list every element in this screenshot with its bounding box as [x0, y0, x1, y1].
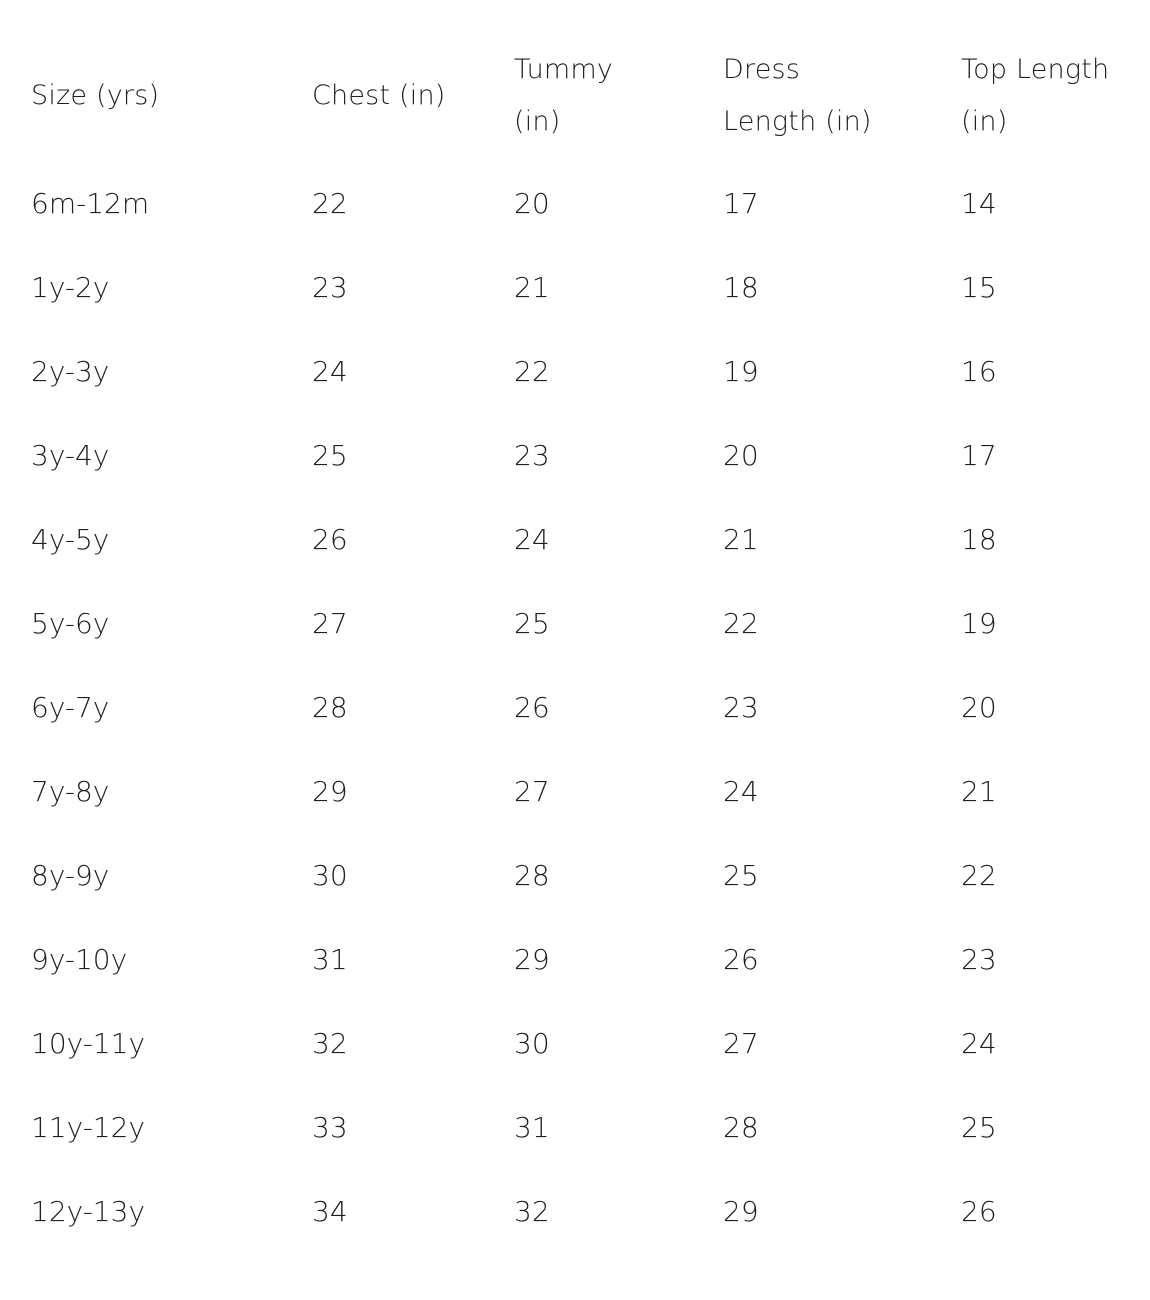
cell-tummy: 25: [514, 607, 550, 640]
cell-size: 9y-10y: [31, 943, 128, 976]
cell-top-length: 26: [961, 1195, 997, 1228]
cell-size: 11y-12y: [31, 1111, 146, 1144]
header-chest: Chest (in): [312, 80, 446, 111]
table-row: [0, 918, 1150, 1002]
table-row: [0, 834, 1150, 918]
cell-tummy: 26: [514, 691, 550, 724]
cell-top-length: 15: [961, 271, 997, 304]
table-row: [0, 750, 1150, 834]
cell-tummy: 24: [514, 523, 550, 556]
cell-top-length: 24: [961, 1027, 997, 1060]
cell-tummy: 27: [514, 775, 550, 808]
cell-chest: 31: [312, 943, 348, 976]
table-row: [0, 498, 1150, 582]
cell-top-length: 23: [961, 943, 997, 976]
cell-size: 2y-3y: [31, 355, 110, 388]
cell-size: 7y-8y: [31, 775, 110, 808]
cell-dress-length: 29: [723, 1195, 759, 1228]
cell-top-length: 19: [961, 607, 997, 640]
cell-top-length: 25: [961, 1111, 997, 1144]
cell-chest: 27: [312, 607, 348, 640]
cell-size: 1y-2y: [31, 271, 110, 304]
table-row: [0, 162, 1150, 246]
table-row: [0, 1086, 1150, 1170]
cell-top-length: 17: [961, 439, 997, 472]
header-size: Size (yrs): [31, 80, 160, 111]
cell-chest: 30: [312, 859, 348, 892]
cell-chest: 29: [312, 775, 348, 808]
cell-top-length: 16: [961, 355, 997, 388]
cell-dress-length: 17: [723, 187, 759, 220]
table-row: [0, 666, 1150, 750]
cell-chest: 33: [312, 1111, 348, 1144]
table-body: [0, 162, 1150, 1254]
cell-chest: 26: [312, 523, 348, 556]
cell-dress-length: 27: [723, 1027, 759, 1060]
cell-top-length: 18: [961, 523, 997, 556]
cell-chest: 34: [312, 1195, 348, 1228]
cell-size: 12y-13y: [31, 1195, 146, 1228]
table-row: [0, 582, 1150, 666]
cell-dress-length: 23: [723, 691, 759, 724]
cell-size: 10y-11y: [31, 1027, 146, 1060]
cell-dress-length: 22: [723, 607, 759, 640]
cell-dress-length: 19: [723, 355, 759, 388]
cell-dress-length: 21: [723, 523, 759, 556]
cell-size: 5y-6y: [31, 607, 110, 640]
cell-size: 8y-9y: [31, 859, 110, 892]
cell-dress-length: 25: [723, 859, 759, 892]
cell-chest: 23: [312, 271, 348, 304]
cell-chest: 32: [312, 1027, 348, 1060]
header-dress-length: Dress Length (in): [723, 54, 872, 137]
cell-dress-length: 20: [723, 439, 759, 472]
cell-tummy: 21: [514, 271, 550, 304]
cell-chest: 22: [312, 187, 348, 220]
cell-size: 6m-12m: [31, 187, 150, 220]
cell-top-length: 14: [961, 187, 997, 220]
table-row: [0, 1002, 1150, 1086]
cell-dress-length: 26: [723, 943, 759, 976]
cell-top-length: 21: [961, 775, 997, 808]
cell-tummy: 30: [514, 1027, 550, 1060]
cell-tummy: 31: [514, 1111, 550, 1144]
cell-size: 3y-4y: [31, 439, 110, 472]
table-row: [0, 330, 1150, 414]
cell-tummy: 29: [514, 943, 550, 976]
cell-dress-length: 18: [723, 271, 759, 304]
cell-top-length: 20: [961, 691, 997, 724]
cell-tummy: 32: [514, 1195, 550, 1228]
header-top-length: Top Length (in): [961, 54, 1110, 137]
cell-chest: 28: [312, 691, 348, 724]
cell-tummy: 22: [514, 355, 550, 388]
table-row: [0, 1170, 1150, 1254]
cell-top-length: 22: [961, 859, 997, 892]
cell-tummy: 23: [514, 439, 550, 472]
cell-tummy: 20: [514, 187, 550, 220]
cell-chest: 25: [312, 439, 348, 472]
header-tummy: Tummy (in): [514, 54, 614, 137]
table-header-row: [0, 44, 1150, 148]
table-row: [0, 414, 1150, 498]
cell-chest: 24: [312, 355, 348, 388]
cell-dress-length: 28: [723, 1111, 759, 1144]
cell-tummy: 28: [514, 859, 550, 892]
cell-dress-length: 24: [723, 775, 759, 808]
cell-size: 4y-5y: [31, 523, 110, 556]
table-row: [0, 246, 1150, 330]
cell-size: 6y-7y: [31, 691, 110, 724]
